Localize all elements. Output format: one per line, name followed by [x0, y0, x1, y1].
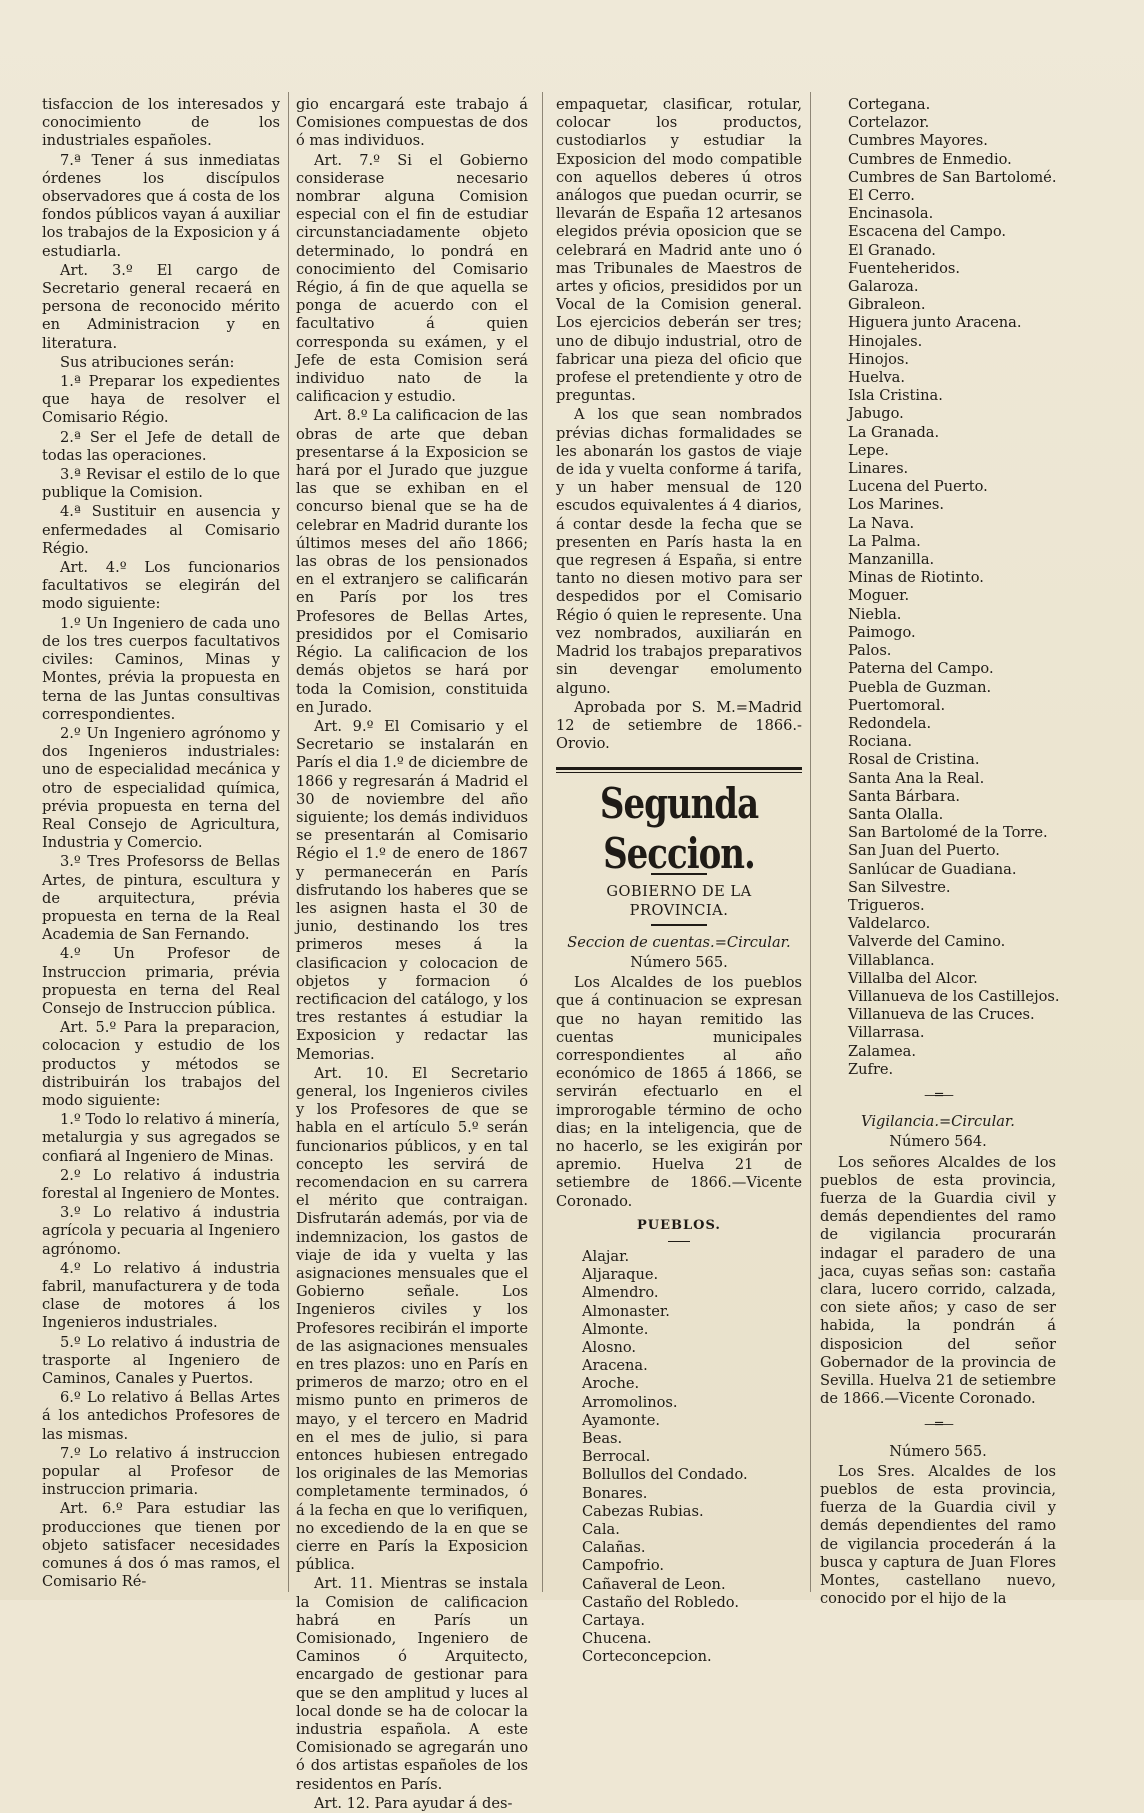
- list-item: Paimogo.: [848, 623, 916, 641]
- list-item: Escacena del Campo.: [848, 223, 1007, 241]
- list-item: El Granado.: [848, 241, 936, 259]
- list-item: Huelva.: [848, 369, 906, 387]
- paragraph: 4.º Lo relativo á industria fabril, manufacturera y de toda clase de motores á los Ingenieros industriales.: [42, 1259, 280, 1332]
- list-item: Minas de Riotinto.: [848, 569, 984, 587]
- town-list: [556, 1248, 802, 1667]
- short-rule: [651, 924, 707, 926]
- column-divider: [542, 92, 543, 1592]
- section-heading: GOBIERNO DE LA PROVINCIA.: [606, 883, 752, 919]
- list-item: Rociana.: [848, 733, 913, 751]
- paragraph: 3.º Tres Profesorss de Bellas Artes, de pintura, escultura y de arquitectura, prévia propuesta en terna de la Real Academia de San Fernando.: [42, 853, 280, 944]
- list-item: Puebla de Guzman.: [848, 678, 992, 696]
- list-item: Cumbres de Enmedio.: [848, 150, 1012, 168]
- list-item: Berrocal.: [582, 1448, 651, 1466]
- list-item: Paterna del Campo.: [848, 660, 994, 678]
- list-item: Calañas.: [582, 1539, 646, 1557]
- list-item: Lepe.: [848, 441, 889, 459]
- double-rule: [556, 767, 802, 773]
- paragraph: 2.ª Ser el Jefe de detall de todas las operaciones.: [42, 428, 280, 464]
- list-item: San Juan del Puerto.: [848, 842, 1000, 860]
- list-item: Hinojos.: [848, 350, 910, 368]
- subheading: Número 565.: [630, 953, 728, 971]
- paragraph: 7.º Lo relativo á instruccion popular al Profesor de instruccion primaria.: [42, 1444, 280, 1499]
- paragraph: Art. 4.º Los funcionarios facultativos se elegirán del modo siguiente:: [42, 559, 280, 613]
- list-item: Aroche.: [582, 1375, 640, 1393]
- column-3: [556, 96, 802, 1666]
- list-item: Hinojales.: [848, 332, 923, 350]
- list-item: Almendro.: [582, 1284, 659, 1302]
- paragraph: 2.º Lo relativo á industria forestal al Ingeniero de Montes.: [42, 1166, 280, 1202]
- list-item: Castaño del Robledo.: [582, 1593, 739, 1611]
- list-item: Villanueva de las Cruces.: [848, 1006, 1035, 1024]
- paragraph: 2.º Un Ingeniero agrónomo y dos Ingenieros industriales: uno de especialidad mecánica y otro de especialidad química, prévia propuesta en terna del Real Consejo de Agricultura, Industria y Comercio.: [42, 724, 280, 852]
- list-item: Manzanilla.: [848, 551, 935, 569]
- list-item: Higuera junto Aracena.: [848, 314, 1022, 332]
- list-item: Alajar.: [582, 1247, 630, 1265]
- list-item: Cumbres de San Bartolomé.: [848, 168, 1057, 186]
- subheading: Seccion de cuentas.=Circular.: [567, 933, 791, 951]
- paragraph: 4.ª Sustituir en ausencia y enfermedades al Comisario Régio.: [42, 503, 280, 557]
- town-list: [820, 96, 1060, 1079]
- paragraph: Art. 10. El Secretario general, los Ingenieros civiles y los Profesores de que se habla en el artículo 5.º serán funcionarios públicos, y en tal concepto les servirá de recomendacion en su carrera el mérito que contraigan. Disfrutarán además, por via de indemnizacion, los gastos de viaje de ida y vuelta y las asignaciones mensuales que el Gobierno señale. Los Ingenieros civiles y los Profesores recibirán el importe de las asignaciones mensuales en tres plazos: uno en París en primeros de marzo; otro en el mismo punto en primeros de mayo, y el tercero en Madrid en el mes de julio, si para entonces hubiesen entregado los originales de las Memorias completamente terminados, ó á la fecha en que lo verifiquen, no excediendo de la en que se cierre en París la Exposicion pública.: [296, 1064, 528, 1574]
- list-item: Galaroza.: [848, 278, 919, 296]
- paragraph: gio encargará este trabajo á Comisiones compuestas de dos ó mas individuos.: [296, 96, 528, 150]
- list-item: Cala.: [582, 1521, 620, 1539]
- list-item: Cabezas Rubias.: [582, 1502, 704, 1520]
- paragraph: Art. 6.º Para estudiar las producciones que tienen por objeto satisfacer necesidades comunes á dos ó mas ramos, el Comisario Ré-: [42, 1500, 280, 1591]
- paragraph: Art. 11. Mientras se instala la Comision de calificacion habrá en París un Comisionado, Ingeniero de Caminos ó Arquitecto, encargado de gestionar para que se den amplitud y luces al local donde se ha de colocar la industria española. A este Comisionado se agregarán uno ó dos artistas españoles de los residentos en París.: [296, 1575, 528, 1793]
- list-item: Aracena.: [582, 1357, 648, 1375]
- paragraph: Los Sres. Alcaldes de los pueblos de esta provincia, fuerza de la Guardia civil y demás dependientes del ramo de vigilancia procederán á la busca y captura de Juan Flores Montes, castellano nuevo, conocido por el hijo de la: [820, 1462, 1056, 1608]
- list-item: Almonaster.: [582, 1302, 670, 1320]
- short-rule: [668, 1241, 690, 1242]
- paragraph: Los señores Alcaldes de los pueblos de esta provincia, fuerza de la Guardia civil y demás dependientes del ramo de vigilancia procurarán indagar el paradero de una jaca, cuyas señas son: castaña clara, lucero corrido, calzada, con siete años; y caso de ser habida, la pondrán á disposicion del señor Gobernador de la provincia de Sevilla. Huelva 21 de setiembre de 1866.—Vicente Coronado.: [820, 1153, 1056, 1408]
- list-item: Puertomoral.: [848, 696, 946, 714]
- paragraph: Los Alcaldes de los pueblos que á continuacion se expresan que no hayan remitido las cuentas municipales correspondientes al año económico de 1865 á 1866, se servirán efectuarlo en el improrogable término de ocho dias; en la inteligencia, que de no hacerlo, se les exigirán por apremio. Huelva 21 de setiembre de 1866.—Vicente Coronado.: [556, 974, 802, 1210]
- paragraph: Art. 9.º El Comisario y el Secretario se instalarán en París el dia 1.º de diciembre de 1866 y regresarán á Madrid el 30 de noviembre del año siguiente; los demás individuos se presentarán al Comisario Régio el 1.º de enero de 1867 y permanecerán en París disfrutando los haberes que se les asignen hasta el 30 de junio, destinando los tres primeros meses á la clasificacion y colocacion de objetos y formacion ó rectificacion del catálogo, y los tres restantes á estudiar la Exposicion y redactar las Memorias.: [296, 717, 528, 1063]
- list-item: Chucena.: [582, 1630, 652, 1648]
- paragraph: 6.º Lo relativo á Bellas Artes á los antedichos Profesores de las mismas.: [42, 1389, 280, 1443]
- paragraph: 4.º Un Profesor de Instruccion primaria, prévia propuesta en terna del Real Consejo de Instruccion pública.: [42, 945, 280, 1017]
- paragraph: 7.ª Tener á sus inmediatas órdenes los discípulos observadores que á costa de los fondos públicos vayan á auxiliar los trabajos de la Exposicion y á estudiarla.: [42, 151, 280, 260]
- paragraph: empaquetar, clasificar, rotular, colocar los productos, custodiarlos y estudiar la Exposicion del modo compatible con aquellos deberes ú otros análogos que puedan ocurrir, se llevarán de España 12 artesanos elegidos prévia oposicion que se celebrará en Madrid ante uno ó mas Tribunales de Maestros de artes y oficios, presididos por un Vocal de la Comision general. Los ejercicios deberán ser tres; uno de dibujo industrial, otro de fabricar una pieza del oficio que profese el pretendiente y otro de preguntas.: [556, 96, 802, 405]
- list-item: Trigueros.: [848, 896, 925, 914]
- paragraph: 1.ª Preparar los expedientes que haya de resolver el Comisario Régio.: [42, 373, 280, 427]
- paragraph: tisfaccion de los interesados y conocimiento de los industriales españoles.: [42, 96, 280, 150]
- list-item: Corteconcepcion.: [582, 1648, 712, 1666]
- paragraph: Art. 8.º La calificacion de las obras de arte que deban presentarse á la Exposicion se hará por el Jurado que juzgue las que se exhiban en el concurso bienal que se ha de celebrar en Madrid durante los últimos meses del año 1866; las obras de los pensionados en el extranjero se calificarán en París por los tres Profesores de Bellas Artes, presididos por el Comisario Régio. La calificacion de los demás objetos se hará por toda la Comision, constituida en Jurado.: [296, 407, 528, 716]
- paragraph: 3.ª Revisar el estilo de lo que publique la Comision.: [42, 466, 280, 502]
- list-item: Bollullos del Condado.: [582, 1466, 748, 1484]
- subheading: Número 565.: [889, 1442, 987, 1460]
- list-item: Los Marines.: [848, 496, 945, 514]
- list-item: Jabugo.: [848, 405, 904, 423]
- list-item: Rosal de Cristina.: [848, 751, 980, 769]
- list-item: Niebla.: [848, 605, 902, 623]
- list-item: San Bartolomé de la Torre.: [848, 824, 1048, 842]
- column-divider: [810, 92, 811, 1592]
- paragraph: 1.º Un Ingeniero de cada uno de los tres cuerpos facultativos civiles: Caminos, Minas y Montes, prévia la propuesta en terna de las Juntas consultivas correspondientes.: [42, 614, 280, 723]
- list-item: Encinasola.: [848, 205, 934, 223]
- list-heading: PUEBLOS.: [637, 1217, 721, 1233]
- list-item: Cumbres Mayores.: [848, 132, 988, 150]
- paragraph: Art. 7.º Si el Gobierno considerase necesario nombrar alguna Comision especial con el fin de estudiar circunstanciadamente objeto determinado, lo pondrá en conocimiento del Comisario Régio, á fin de que aquella se ponga de acuerdo con el facultativo á quien corresponda su exámen, y el Jefe de esta Comision será individuo nato de la calificacion y estudio.: [296, 151, 528, 406]
- list-item: Linares.: [848, 460, 909, 478]
- paragraph: Art. 3.º El cargo de Secretario general recaerá en persona de reconocido mérito en Administracion y en literatura.: [42, 261, 280, 352]
- list-item: Campofrio.: [582, 1557, 665, 1575]
- paragraph: A los que sean nombrados prévias dichas formalidades se les abonarán los gastos de viaje de ida y vuelta conforme á tarifa, y un haber mensual de 120 escudos equivalentes á 4 diarios, á contar desde la fecha que se presenten en París hasta la en que regresen á España, si entre tanto no diesen motivo para ser despedidos por el Comisario Régio ó quien le represente. Una vez nombrados, auxiliarán en Madrid los trabajos preparativos sin devengar emolumento alguno.: [556, 406, 802, 697]
- column-divider: [288, 92, 289, 1592]
- list-item: Cortelazor.: [848, 114, 930, 132]
- list-item: Aljaraque.: [582, 1266, 659, 1284]
- list-item: La Granada.: [848, 423, 940, 441]
- subheading: Número 564.: [889, 1133, 987, 1151]
- list-item: Cañaveral de Leon.: [582, 1575, 726, 1593]
- ornament-divider: —═—: [924, 1087, 952, 1103]
- list-item: Palos.: [848, 642, 892, 660]
- list-item: Cartaya.: [582, 1612, 645, 1630]
- list-item: Zufre.: [848, 1060, 894, 1078]
- column-2: [296, 96, 528, 1812]
- list-item: Beas.: [582, 1430, 623, 1447]
- list-item: Santa Ana la Real.: [848, 769, 985, 787]
- section-title: Segunda Seccion.: [599, 779, 759, 880]
- list-item: Santa Bárbara.: [848, 787, 961, 805]
- ornament-divider: —═—: [924, 1417, 952, 1433]
- list-item: Villablanca.: [848, 951, 935, 969]
- list-item: La Palma.: [848, 532, 921, 550]
- list-item: Ayamonte.: [582, 1411, 661, 1429]
- list-item: Redondela.: [848, 714, 932, 732]
- list-item: Bonares.: [582, 1484, 648, 1502]
- list-item: Sanlúcar de Guadiana.: [848, 860, 1017, 878]
- paragraph: 1.º Todo lo relativo á minería, metalurgia y sus agregados se confiará al Ingeniero de Minas.: [42, 1111, 280, 1165]
- list-item: Villanueva de los Castillejos.: [848, 987, 1060, 1005]
- list-item: Isla Cristina.: [848, 387, 943, 405]
- list-item: Gibraleon.: [848, 296, 926, 314]
- list-item: Cortegana.: [848, 96, 931, 113]
- paragraph: Art. 5.º Para la preparacion, colocacion y estudio de los productos y métodos se distribuirán los trabajos del modo siguiente:: [42, 1019, 280, 1109]
- column-1: [42, 96, 280, 1594]
- paragraph: 5.º Lo relativo á industria de trasporte al Ingeniero de Caminos, Canales y Puertos.: [42, 1333, 280, 1388]
- paragraph: Aprobada por S. M.=Madrid 12 de setiembre de 1866.-Orovio.: [556, 698, 802, 753]
- paragraph: 3.º Lo relativo á industria agrícola y pecuaria al Ingeniero agrónomo.: [42, 1204, 280, 1258]
- list-item: Santa Olalla.: [848, 805, 944, 823]
- list-item: Arromolinos.: [582, 1393, 678, 1411]
- paragraph: Sus atribuciones serán:: [60, 353, 235, 371]
- list-item: Lucena del Puerto.: [848, 478, 988, 496]
- list-item: Almonte.: [582, 1320, 649, 1338]
- subheading: Vigilancia.=Circular.: [861, 1113, 1015, 1131]
- list-item: Villalba del Alcor.: [848, 969, 978, 987]
- paragraph: Art. 12. Para ayudar á des-: [314, 1794, 513, 1812]
- list-item: El Cerro.: [848, 187, 915, 205]
- column-4: [820, 96, 1060, 1608]
- list-item: La Nava.: [848, 514, 915, 532]
- list-item: Villarrasa.: [848, 1024, 925, 1042]
- list-item: Fuenteheridos.: [848, 259, 960, 277]
- list-item: Zalamea.: [848, 1042, 917, 1060]
- list-item: Valverde del Camino.: [848, 933, 1006, 951]
- list-item: Valdelarco.: [848, 915, 931, 933]
- list-item: Moguer.: [848, 587, 910, 605]
- list-item: San Silvestre.: [848, 878, 951, 896]
- list-item: Alosno.: [582, 1338, 637, 1356]
